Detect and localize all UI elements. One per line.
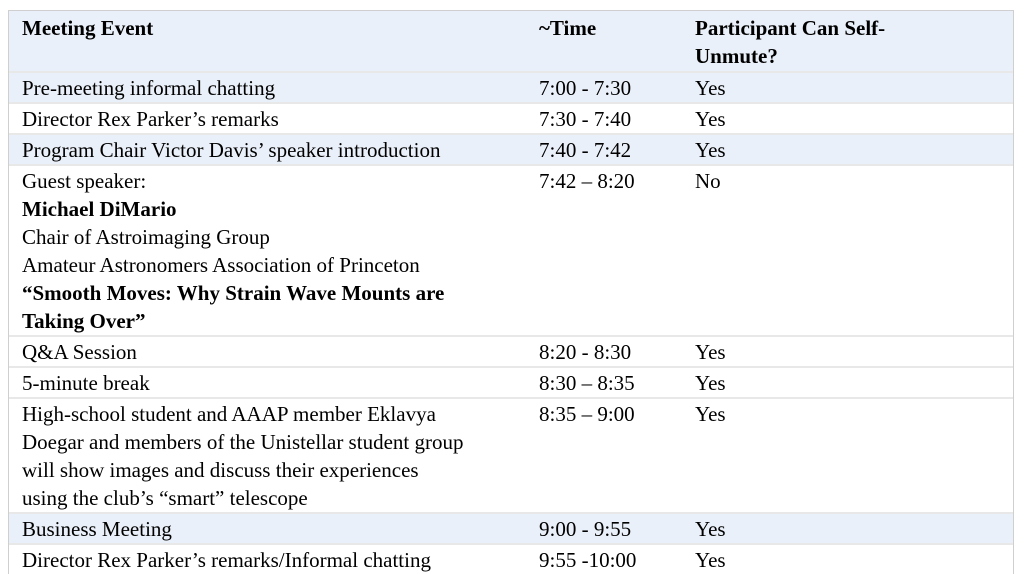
event-line: Taking Over” [22,309,146,333]
header-label-unmute: Participant Can Self-Unmute? [695,16,886,68]
event-cell [9,72,526,103]
unmute-cell: No [682,165,1013,336]
event-line: Director Rex Parker’s remarks [22,107,279,131]
time-cell: 9:00 - 9:55 [526,513,682,544]
event-cell [9,103,526,134]
event-line: Amateur Astronomers Association of Princeton [22,253,420,277]
event-line: Pre-meeting informal chatting [22,76,276,100]
event-line: High-school student and AAAP member Eklavya [22,402,436,426]
event-cell [9,398,526,513]
time-cell: 7:40 - 7:42 [526,134,682,165]
table-row [9,367,1013,398]
table-row [9,103,1013,134]
table-row [9,513,1013,544]
table-header [9,11,1013,72]
event-line: using the club’s “smart” telescope [22,486,308,510]
table-row [9,544,1013,574]
unmute-cell: Yes [682,336,1013,367]
unmute-cell: Yes [682,398,1013,513]
table-body [9,72,1013,574]
event-cell [9,513,526,544]
header-label-time: ~Time [539,16,597,40]
header-cell-unmute [682,11,1013,72]
event-line: Michael DiMario [22,197,177,221]
table-row [9,165,1013,336]
time-cell: 8:30 – 8:35 [526,367,682,398]
time-cell: 9:55 -10:00 [526,544,682,574]
time-cell: 8:20 - 8:30 [526,336,682,367]
event-line: Program Chair Victor Davis’ speaker introduction [22,138,441,162]
unmute-cell: Yes [682,134,1013,165]
header-cell-meeting-event [9,11,526,72]
unmute-cell: Yes [682,544,1013,574]
event-line: will show images and discuss their experiences [22,458,419,482]
event-line: Chair of Astroimaging Group [22,225,270,249]
event-line: “Smooth Moves: Why Strain Wave Mounts are [22,281,445,305]
header-row [9,11,1013,72]
time-cell: 8:35 – 9:00 [526,398,682,513]
event-cell [9,367,526,398]
time-cell: 7:30 - 7:40 [526,103,682,134]
event-cell [9,134,526,165]
event-cell [9,544,526,574]
header-cell-time [526,11,682,72]
table-row [9,134,1013,165]
table-row [9,336,1013,367]
event-line: Q&A Session [22,340,137,364]
unmute-cell: Yes [682,367,1013,398]
table-row [9,72,1013,103]
event-line: 5-minute break [22,371,150,395]
header-label-meeting-event: Meeting Event [22,16,154,40]
meeting-agenda-table [8,10,1014,574]
time-cell: 7:00 - 7:30 [526,72,682,103]
time-cell: 7:42 – 8:20 [526,165,682,336]
event-cell [9,336,526,367]
event-cell [9,165,526,336]
table-row [9,398,1013,513]
agenda-table [9,11,1013,574]
event-line: Guest speaker: [22,169,147,193]
event-line: Director Rex Parker’s remarks/Informal chatting [22,548,431,572]
event-line: Business Meeting [22,517,172,541]
unmute-cell: Yes [682,72,1013,103]
event-line: Doegar and members of the Unistellar student group [22,430,464,454]
unmute-cell: Yes [682,103,1013,134]
unmute-cell: Yes [682,513,1013,544]
